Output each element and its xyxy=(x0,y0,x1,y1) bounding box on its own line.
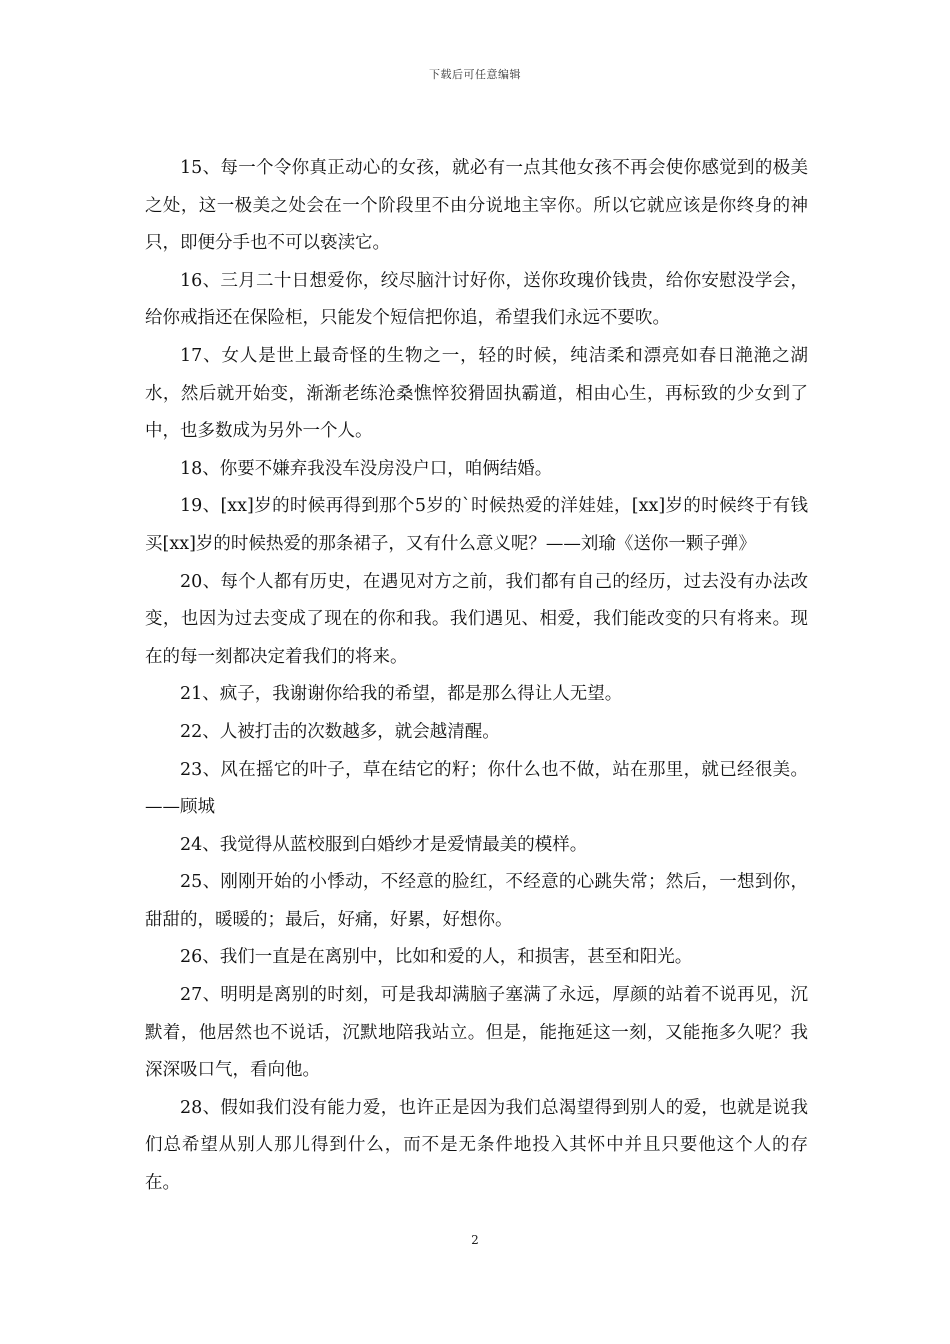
paragraph-25: 25、刚刚开始的小悸动，不经意的脸红，不经意的心跳失常；然后，一想到你，甜甜的，暖暖的；最后，好痛，好累，好想你。 xyxy=(145,872,808,930)
paragraph-24: 24、我觉得从蓝校服到白婚纱才是爱情最美的模样。 xyxy=(180,834,588,855)
paragraph-28: 28、假如我们没有能力爱，也许正是因为我们总渴望得到别人的爱，也就是说我们总希望从别人那儿得到什么，而不是无条件地投入其怀中并且只要他这个人的存在。 xyxy=(145,1097,808,1194)
page-header: 下载后可任意编辑 xyxy=(429,68,521,81)
paragraph-26: 26、我们一直是在离别中，比如和爱的人，和损害，甚至和阳光。 xyxy=(180,947,693,968)
paragraph-17: 17、女人是世上最奇怪的生物之一，轻的时候，纯洁柔和漂亮如春日滟滟之湖水，然后就开始变，渐渐老练沧桑憔悴狡猾固执霸道，相由心生，再标致的少女到了中，也多数成为另外一个人。 xyxy=(145,345,808,442)
paragraph-27: 27、明明是离别的时刻，可是我却满脑子塞满了永远，厚颜的站着不说再见，沉默着，他居然也不说话，沉默地陪我站立。但是，能拖延这一刻，又能拖多久呢？我深深吸口气，看向他。 xyxy=(145,985,808,1081)
document-body xyxy=(145,150,808,1203)
paragraph-16: 16、三月二十日想爱你，绞尽脑汁讨好你，送你玫瑰价钱贵，给你安慰没学会，给你戒指还在保险柜，只能发个短信把你追，希望我们永远不要吹。 xyxy=(145,270,808,329)
paragraph-22: 22、人被打击的次数越多，就会越清醒。 xyxy=(180,721,500,742)
paragraph-18: 18、你要不嫌弃我没车没房没户口，咱俩结婚。 xyxy=(180,458,553,479)
paragraph-23: 23、风在摇它的叶子，草在结它的籽；你什么也不做，站在那里，就已经很美。——顾城 xyxy=(145,759,808,818)
paragraph-15: 15、每一个令你真正动心的女孩，就必有一点其他女孩不再会使你感觉到的极美之处，这一极美之处会在一个阶段里不由分说地主宰你。所以它就应该是你终身的神只，即便分手也不可以亵渎它。 xyxy=(145,158,808,254)
paragraph-21: 21、疯子，我谢谢你给我的希望，都是那么得让人无望。 xyxy=(180,684,623,705)
paragraph-19: 19、[xx]岁的时候再得到那个5岁的`时候热爱的洋娃娃，[xx]岁的时候终于有钱买[xx]岁的时候热爱的那条裙子，又有什么意义呢？——刘瑜《送你一颗子弹》 xyxy=(145,496,808,554)
paragraph-20: 20、每个人都有历史，在遇见对方之前，我们都有自己的经历，过去没有办法改变，也因为过去变成了现在的你和我。我们遇见、相爱，我们能改变的只有将来。现在的每一刻都决定着我们的将来。 xyxy=(145,571,808,667)
page-number: 2 xyxy=(471,1233,479,1247)
